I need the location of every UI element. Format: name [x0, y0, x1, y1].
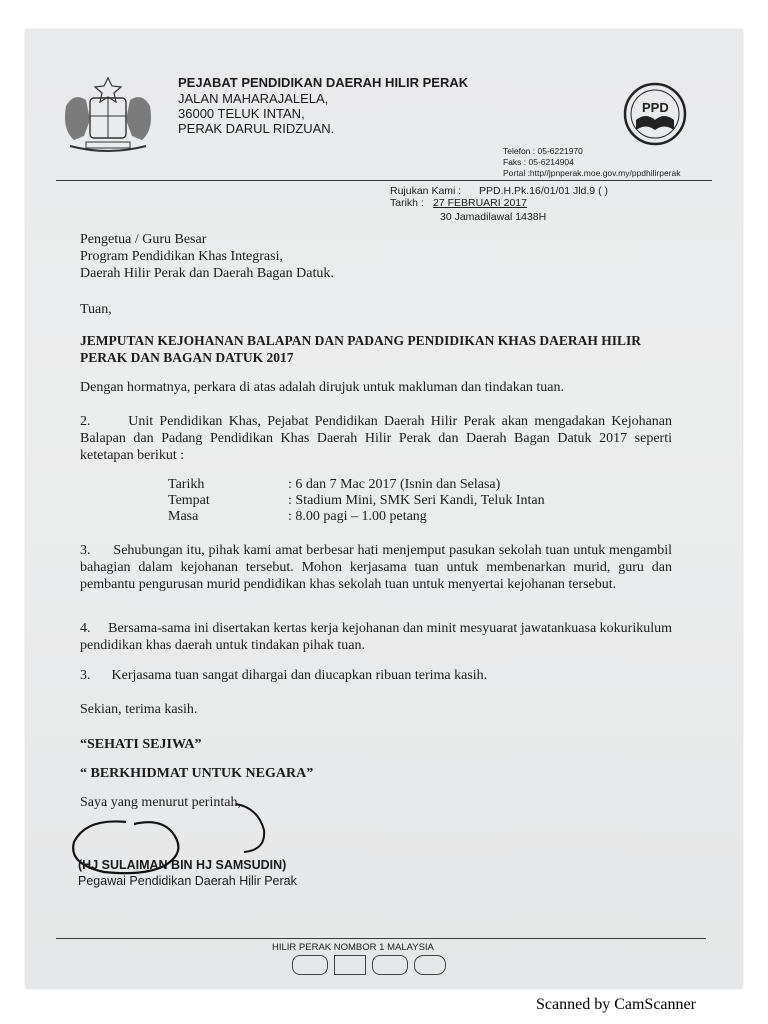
paragraph-5-text: Kerjasama tuan sangat dihargai dan diucapkan ribuan terima kasih.	[111, 668, 488, 683]
yours-faithfully: Saya yang menurut perintah,	[80, 795, 241, 810]
office-name: PEJABAT PENDIDIKAN DAERAH HILIR PERAK	[178, 75, 469, 90]
paragraph-5	[80, 668, 487, 684]
paragraph-2-text: Unit Pendidikan Khas, Pejabat Pendidikan Daerah Hilir Perak akan mengadakan Kejohanan Balapan dan Padang Pendidikan Khas Daerah Hilir Perak dan Daerah Bagan Datuk 2017 seperti ketetapan berikut :	[80, 414, 673, 463]
rujukan-value: PPD.H.Pk.16/01/01 Jld.9 ( )	[479, 185, 608, 197]
faks-line: Faks : 05-6214904	[503, 157, 574, 167]
hijri-date: 30 Jamadilawal 1438H	[440, 211, 547, 223]
paragraph-2	[80, 413, 672, 464]
ppd-logo	[614, 80, 696, 146]
tarikh-label: Tarikh :	[390, 197, 424, 209]
detail-label-tarikh: Tarikh	[168, 477, 205, 492]
portal-line: Portal :http//jpnperak.moe.gov.my/ppdhilirperak	[503, 168, 681, 178]
paragraph-4-number: 4.	[80, 621, 91, 636]
detail-value-masa: : 8.00 pagi – 1.00 petang	[288, 509, 427, 524]
paragraph-4	[80, 620, 672, 654]
camscanner-watermark: Scanned by CamScanner	[536, 996, 696, 1013]
certification-logos	[292, 955, 452, 975]
coat-of-arms-logo	[56, 76, 160, 156]
address-line-1: JALAN MAHARAJALELA,	[178, 91, 329, 106]
letter-subject: JEMPUTAN KEJOHANAN BALAPAN DAN PADANG PENDIDIKAN KHAS DAERAH HILIR PERAK DAN BAGAN DATUK 2017	[80, 333, 642, 365]
detail-label-masa: Masa	[168, 509, 199, 524]
motto-2: “ BERKHIDMAT UNTUK NEGARA”	[80, 766, 314, 781]
closing-line: Sekian, terima kasih.	[80, 702, 198, 717]
cert-logo-3	[372, 955, 408, 975]
opening-paragraph: Dengan hormatnya, perkara di atas adalah dirujuk untuk makluman dan tindakan tuan.	[80, 380, 565, 395]
cert-logo-1	[292, 955, 328, 975]
ppd-logo-text: PPD	[642, 100, 669, 115]
paragraph-3	[80, 542, 672, 593]
detail-label-tempat: Tempat	[168, 493, 210, 508]
signatory-title: Pegawai Pendidikan Daerah Hilir Perak	[78, 874, 297, 888]
signatory-name: (HJ SULAIMAN BIN HJ SAMSUDIN)	[78, 858, 287, 872]
salutation: Tuan,	[80, 302, 112, 317]
paragraph-3-number: 3.	[80, 543, 91, 558]
detail-value-tempat: : Stadium Mini, SMK Seri Kandi, Teluk Intan	[288, 493, 545, 508]
footer-rule	[56, 938, 706, 939]
address-line-3: PERAK DARUL RIDZUAN.	[178, 121, 335, 136]
paragraph-4-text: Bersama-sama ini disertakan kertas kerja kejohanan dan minit mesyuarat jawatankuasa kokurikulum pendidikan khas daerah untuk tindakan pihak tuan.	[80, 621, 673, 653]
recipient-line-3: Daerah Hilir Perak dan Daerah Bagan Datuk.	[80, 266, 334, 281]
cert-logo-4	[414, 955, 446, 975]
detail-value-tarikh: : 6 dan 7 Mac 2017 (Isnin dan Selasa)	[288, 477, 501, 492]
rujukan-label: Rujukan Kami :	[390, 185, 462, 197]
recipient-line-2: Program Pendidikan Khas Integrasi,	[80, 249, 283, 264]
cert-logo-2	[334, 955, 366, 975]
recipient-line-1: Pengetua / Guru Besar	[80, 232, 207, 247]
header-rule	[56, 180, 712, 181]
address-line-2: 36000 TELUK INTAN,	[178, 106, 305, 121]
footer-slogan: HILIR PERAK NOMBOR 1 MALAYSIA	[272, 942, 434, 953]
paragraph-5-number: 3.	[80, 668, 91, 683]
telefon-line: Telefon : 05-6221970	[503, 146, 583, 156]
paragraph-2-number: 2.	[80, 414, 91, 429]
tarikh-value: 27 FEBRUARI 2017	[433, 197, 527, 209]
motto-1: “SEHATI SEJIWA”	[80, 737, 202, 752]
paragraph-3-text: Sehubungan itu, pihak kami amat berbesar hati menjemput pasukan sekolah tuan untuk mengambil bahagian dalam kejohanan tersebut. Mohon kerjasama tuan untuk membenarkan murid, guru dan pembantu pengurusan murid pendidikan khas sekolah tuan untuk menyertai kejohanan tersebut.	[80, 543, 673, 592]
